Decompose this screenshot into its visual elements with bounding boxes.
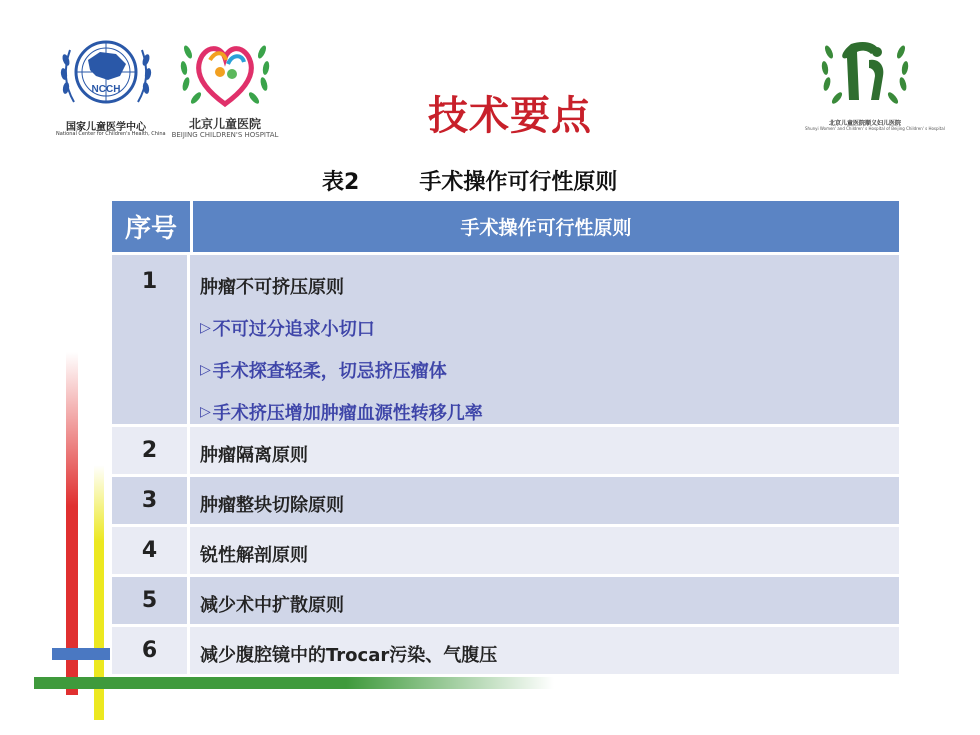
- ncch-emblem-icon: [56, 30, 156, 116]
- row-index: 1: [112, 255, 190, 424]
- row-index: 5: [112, 577, 190, 624]
- bch-name-cn: 北京儿童医院: [188, 117, 261, 131]
- triangle-arrow-icon: ▷: [200, 362, 211, 378]
- shunyi-hospital-logo: [805, 30, 945, 131]
- shunyi-emblem-icon: [805, 30, 925, 116]
- sub-item: [200, 357, 899, 383]
- row-principle: 减少术中扩散原则: [200, 594, 344, 616]
- svg-text:NCCH: NCCH: [91, 84, 121, 95]
- header-principle: 手术操作可行性原则: [460, 217, 632, 239]
- shunyi-name-cn: 北京儿童医院顺义妇儿医院: [828, 120, 901, 127]
- table-caption: [322, 165, 617, 196]
- table-row: [112, 474, 899, 524]
- slide-title: 技术要点: [428, 93, 592, 139]
- ncch-name-en: National Center for Children's Health, China: [56, 131, 166, 137]
- row-index: 4: [112, 527, 190, 574]
- decorative-green-bar: [34, 677, 554, 689]
- shunyi-name-en: Shunyi Women' and Children' s Hospital of Beijing Children' s Hospital: [805, 126, 945, 131]
- table-row: [112, 574, 899, 624]
- row-index: 2: [112, 427, 190, 474]
- bch-name-en: BEIJING CHILDREN'S HOSPITAL: [171, 131, 279, 139]
- ncch-name-cn: 国家儿童医学中心: [66, 122, 146, 133]
- decorative-blue-bar: [52, 648, 110, 660]
- sub-item: [200, 315, 899, 341]
- row-index: 3: [112, 477, 190, 524]
- table-row: [112, 624, 899, 674]
- ncch-logo: [56, 30, 166, 138]
- row-index: 6: [112, 627, 190, 674]
- bch-heart-emblem-icon: [170, 30, 280, 114]
- table-row: [112, 252, 899, 424]
- row-principle: 肿瘤不可挤压原则: [200, 277, 344, 298]
- bch-logo: [170, 30, 280, 138]
- row-principle-cell: [190, 255, 899, 424]
- triangle-arrow-icon: ▷: [200, 320, 211, 336]
- table-caption-number: 表2: [322, 170, 360, 195]
- table-row: [112, 524, 899, 574]
- row-principle: 锐性解剖原则: [200, 544, 308, 566]
- header-index: 序号: [112, 201, 193, 252]
- decorative-red-bar: [66, 352, 78, 695]
- row-principle: 肿瘤整块切除原则: [200, 494, 344, 516]
- row-principle: 肿瘤隔离原则: [200, 444, 308, 466]
- table-header-row: [112, 201, 899, 252]
- sub-item-text: 不可过分追求小切口: [212, 319, 375, 340]
- sub-item: [200, 399, 899, 425]
- sub-item-text: 手术探查轻柔，切忌挤压瘤体: [212, 361, 447, 382]
- row-principle: 减少腹腔镜中的Trocar污染、气腹压: [200, 644, 498, 666]
- sub-item-text: 手术挤压增加肿瘤血源性转移几率: [212, 403, 483, 424]
- table-caption-title: 手术操作可行性原则: [419, 170, 618, 195]
- triangle-arrow-icon: ▷: [200, 404, 211, 420]
- table-row: [112, 424, 899, 474]
- principles-table: [112, 201, 899, 674]
